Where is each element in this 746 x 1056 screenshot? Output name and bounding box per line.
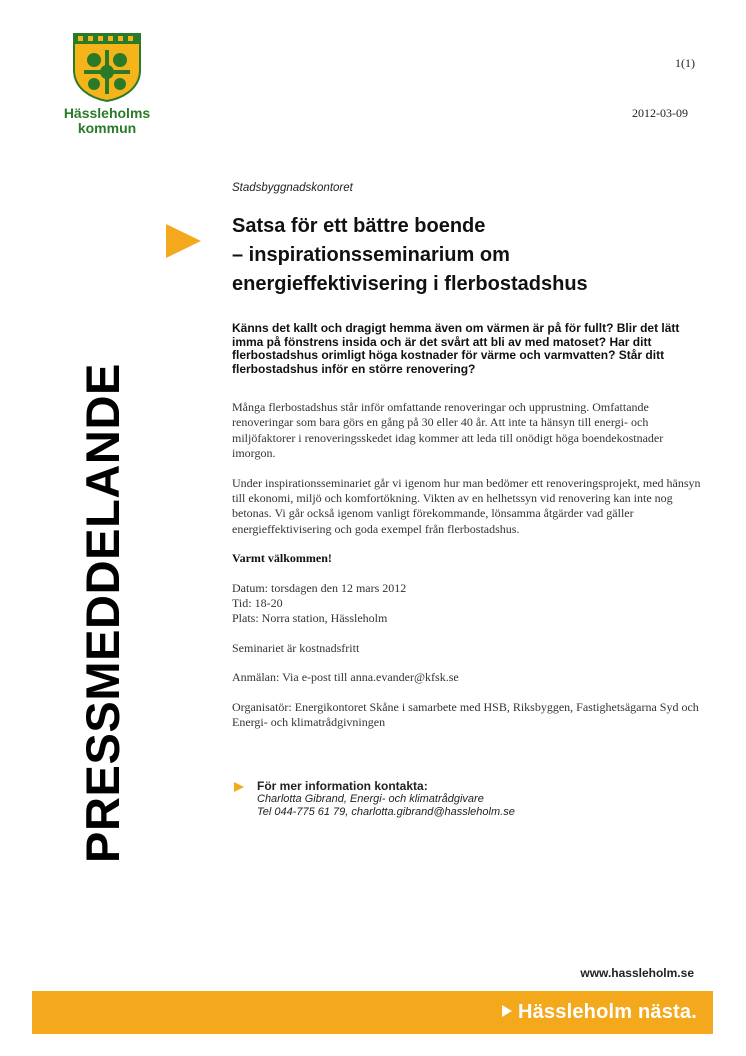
welcome-text: Varmt välkommen! bbox=[232, 551, 332, 566]
headline-line-1: Satsa för ett bättre boende bbox=[232, 215, 486, 237]
headline-line-3: energieffektivisering i flerbostadshus bbox=[232, 273, 588, 295]
contact-name: Charlotta Gibrand, Energi- och klimatrådgivare bbox=[257, 793, 484, 805]
headline bbox=[232, 212, 702, 299]
body-paragraph-2: Under inspirationsseminariet går vi igenom hur man bedömer ett renoveringsprojekt, med hänsyn till ekonomi, miljö och komfortökning. Vikten av en helhetssyn vid renovering kan inte nog betonas. Vi går också igenom vanligt förekommande, lönsamma åtgärder vad gäller energieffektivisering och goda exempel från flerbostadshus. bbox=[232, 475, 701, 536]
organizer-info: Organisatör: Energikontoret Skåne i samarbete med HSB, Riksbyggen, Fastighetsägarna Syd och Energi- och klimatrådgivningen bbox=[232, 699, 699, 730]
logo-line-1: Hässleholms bbox=[63, 105, 151, 121]
slogan-text: Hässleholm nästa. bbox=[517, 1001, 697, 1023]
headline-line-2: – inspirationsseminarium om bbox=[232, 244, 510, 266]
welcome-line bbox=[232, 551, 702, 566]
logo-text bbox=[58, 106, 156, 136]
slogan bbox=[502, 1001, 697, 1024]
website-link[interactable]: www.hassleholm.se bbox=[580, 966, 694, 980]
contact-info bbox=[232, 780, 702, 819]
footer-bar bbox=[32, 991, 713, 1034]
slogan-arrow-icon bbox=[502, 1005, 512, 1017]
headline-arrow-icon bbox=[166, 224, 201, 258]
document-date: 2012-03-09 bbox=[632, 106, 688, 120]
event-cost: Seminariet är kostnadsfritt bbox=[232, 640, 360, 655]
department-label: Stadsbyggnadskontoret bbox=[232, 182, 353, 194]
event-place: Plats: Norra station, Hässleholm bbox=[232, 611, 388, 626]
municipality-logo bbox=[58, 30, 158, 136]
registration-info: Anmälan: Via e-post till anna.evander@kfsk.se bbox=[232, 670, 459, 685]
event-date: Datum: torsdagen den 12 mars 2012 bbox=[232, 580, 407, 595]
event-time: Tid: 18-20 bbox=[232, 596, 283, 611]
body-paragraph-1: Många flerbostadshus står inför omfattande renoveringar och upprustning. Omfattande renoveringar som bara görs en gång på 30 eller 40 år. Att inte ta hänsyn till energi- och miljöfaktorer i renoveringsskedet idag kommer att leda till onödigt höga boendekostnader imorgon. bbox=[232, 400, 664, 461]
lead-paragraph: Känns det kallt och dragigt hemma även om värmen är på för fullt? Blir det lätt imma på fönstrens insida och är det svårt att bli av med matoset? Har ditt flerbostadshus orimligt höga kostnader för värme och varmvatten? Står ditt flerbostadshus inför en större renovering? bbox=[232, 321, 680, 376]
page-number: 1(1) bbox=[675, 56, 695, 70]
contact-heading: För mer information kontakta: bbox=[257, 779, 428, 793]
body-text bbox=[232, 400, 702, 745]
contact-phone-email: Tel 044-775 61 79, charlotta.gibrand@hassleholm.se bbox=[257, 806, 515, 818]
contact-arrow-icon bbox=[234, 782, 244, 792]
logo-line-2: kommun bbox=[77, 120, 137, 136]
press-release-title: PRESSMEDDELANDE bbox=[76, 363, 129, 863]
coat-of-arms-icon bbox=[70, 30, 144, 102]
